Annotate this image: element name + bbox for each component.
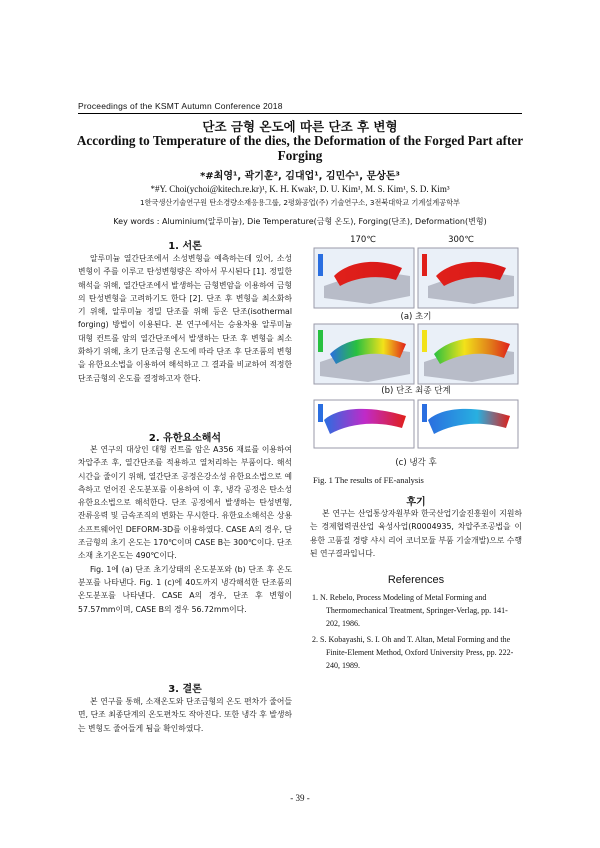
conclusion-paragraph: 본 연구를 통해, 소재온도와 단조금형의 온도 편차가 줄어들면, 단조 최종단계의 온도편차도 작아진다. 또한 냉각 후 발생하는 변형도 줄어들게 됨을 확인하였다. <box>78 697 292 733</box>
proceedings-header: Proceedings of the KSMT Autumn Conference 2018 <box>78 101 283 111</box>
section-intro-heading: 1. 서론 <box>168 241 202 252</box>
reference-item-1: 1. N. Rebelo, Process Modeling of Metal Forming and Thermomechanical Treatment, Springer-Verlag, pp. 141-202, 1986. <box>312 593 508 629</box>
section-intro-body <box>78 252 292 385</box>
fig-col-label-300: 300℃ <box>448 235 474 245</box>
fe-figure-row-c <box>310 398 522 458</box>
reference-list <box>312 591 520 672</box>
fea-paragraph-1: 본 연구의 대상인 대형 컨트롤 암은 A356 재료를 이용하여 차압주조 후, 열간단조를 적용하고 열처리하는 부품이다. 해석시간을 줄이기 위해, 열간단조 공정은강소성 유한요소법으로 예측하고 얻어진 온도분포를 이용하여 이 후, 냉각 공정은 탄소성 유한요소법으로 해석한다. 단조 공정에서 발생하는 탄성변형, 잔류응력 및 금속조직의 변화는 무시한다. 유한요소해석은 상용소프트웨어인 DEFORM-3D를 이용하였다. CASE A의 경우, 단조금형의 초기 온도는 170℃이며 CASE B는 300℃이다. 단조 소재 초기온도는 490℃이다. <box>78 445 292 561</box>
section-ack-heading: 후기 <box>406 497 426 508</box>
korean-title: 단조 금형 온도에 따른 단조 후 변형 <box>202 119 398 134</box>
english-title: According to Temperature of the dies, the Deformation of the Forged Part after Forging <box>76 133 524 163</box>
fig-b-170-image <box>314 324 414 384</box>
section-ack-body <box>310 507 522 560</box>
fig-b-300-image <box>418 324 518 384</box>
intro-paragraph: 알루미늄 열간단조에서 소성변형을 예측하는데 있어, 소성변형이 주를 이루고 탄성변형량은 작아서 무시된다 [1]. 정밀한 해석을 위해, 열간단조에서 발생하는 금형변암을 이용하여 금형의 탄성변형을 고려하기도 한다 [2]. 단조 후 변형을 최소화하기 위해, 알루미늄 정밀 단조를 위해 등온 단조(isothermal forging) 방법이 이용된다. 본 연구에서는 승용차용 알루미늄 대형 컨트롤 암의 열간단조에서 발생하는 단조 후 변형을 최소화하기 위해, 초기 단조금형 온도에 따라 단조 후 단조품의 변형을 유한요소법을 이용하여 해석하고 그 결과를 비교하여 적정한 단조금형의 온도를 결정하고자 한다. <box>78 254 292 383</box>
section-conclusion-body <box>78 695 292 735</box>
fig-sub-b: (b) 단조 최종 단계 <box>381 386 451 396</box>
section-fea-body <box>78 443 292 616</box>
fig-a-300-image <box>418 248 518 308</box>
section-conclusion-heading: 3. 결론 <box>168 684 202 695</box>
korean-authors: *#최영¹, 곽기훈², 김대업¹, 김민수¹, 문상돈³ <box>200 171 400 182</box>
page-number: - 39 - <box>290 793 310 803</box>
keywords: Key words : Aluminium(알루미늄), Die Temperature(금형 온도), Forging(단조), Deformation(변형) <box>113 217 487 226</box>
fig-sub-a: (a) 초기 <box>400 312 432 322</box>
section-fea-heading: 2. 유한요소해석 <box>148 433 222 444</box>
affiliations: 1한국생산기술연구원 탄소경량소재응용그룹, 2평화공업(주) 기술연구소, 3전북대학교 기계설계공학부 <box>140 198 460 207</box>
figure-caption: Fig. 1 The results of FE-analysis <box>313 475 424 485</box>
fig-c-170-image <box>314 400 414 448</box>
fea-paragraph-2: Fig. 1에 (a) 단조 초기상태의 온도분포와 (b) 단조 후 온도분포를 나타낸다. Fig. 1 (c)에 40도까지 냉각해석한 단조품의 온도분포를 나타낸다. CASE A의 경우, 단조 후 변형이 57.57mm이며, CASE B의 경우 56.72mm이다. <box>78 564 292 614</box>
references-heading: References <box>387 574 445 586</box>
ack-paragraph: 본 연구는 산업통상자원부와 한국산업기술진흥원이 지원하는 경제협력권산업 육성사업(R0004935, 차압주조공법을 이용한 고품질 경량 샤시 리어 코너모듈 부품 기술개발)으로 수행된 연구결과입니다. <box>310 509 522 558</box>
reference-item-2: 2. S. Kobayashi, S. I. Oh and T. Altan, Metal Forming and the Finite-Element Method, Oxford University Press, pp. 222-240, 1989. <box>312 634 514 671</box>
fig-a-170-image <box>314 248 414 308</box>
fig-sub-c: (c) 냉각 후 <box>395 458 437 468</box>
header-rule <box>78 113 522 114</box>
english-authors: *#Y. Choi(ychoi@kitech.re.kr)¹, K. H. Kwak², D. U. Kim¹, M. S. Kim¹, S. D. Kim³ <box>150 184 450 194</box>
fig-c-300-image <box>418 400 518 448</box>
fig-col-label-170: 170℃ <box>350 235 376 245</box>
